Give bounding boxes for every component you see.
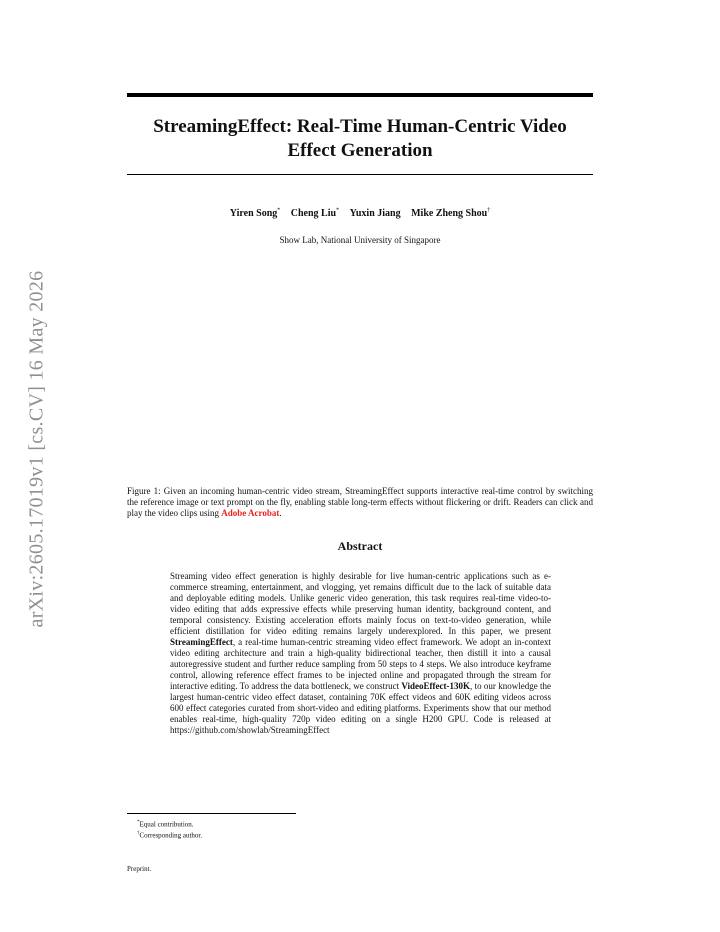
author-list (127, 208, 593, 219)
author: Yiren Song* (229, 208, 281, 220)
footnote-rule (127, 813, 296, 814)
top-rule (127, 93, 593, 97)
abstract-text: Streaming video effect generation is highly desirable for live human-centric applications such as e-commerce streaming, entertainment, and vlogging, yet remains difficult due to the lack of suitable data and deployable editing models. Unlike generic video generation, this task requires real-time video-to-video editing that adds expressive effects while preserving human identity, background content, and temporal consistency. Existing acceleration efforts mainly focus on text-to-video generation, while efficient distillation for video editing remains largely underexplored. In this paper, we present StreamingEffect, a real-time human-centric streaming video effect framework. We adopt an in-context video editing architecture and train a high-quality bidirectional teacher, then distill it into a causal autoregressive student and further reduce sampling from 50 steps to 4 steps. We also introduce keyframe control, allowing reference effect frames to be injected online and propagated through the stream for interactive editing. To address the data bottleneck, we construct VideoEffect-130K, to our knowledge the largest human-centric video effect dataset, containing 70K effect videos and 60K editing videos across 600 effect categories curated from short-video and editing platforms. Experiments show that our method enables real-time, high-quality 720p video editing on a single H200 GPU. Code is released at https://github.com/showlab/StreamingEffect (170, 571, 551, 735)
author: Cheng Liu* (290, 208, 340, 220)
footnote-corresponding: †Corresponding author. (137, 831, 203, 840)
adobe-acrobat-link[interactable]: Adobe Acrobat (221, 508, 280, 518)
figure-caption: Figure 1: Given an incoming human-centric video stream, StreamingEffect supports interactive real-time control by switching the reference image or text prompt on the fly, enabling stable long-term effects without flickering or drift. Readers can click and play the video clips using Adobe Acrobat. (127, 486, 593, 518)
author: Yuxin Jiang (349, 208, 401, 220)
title-rule (127, 174, 593, 175)
figure-1-video-area[interactable] (127, 262, 593, 480)
abstract-heading: Abstract (337, 539, 383, 553)
affiliation: Show Lab, National University of Singapore (279, 235, 441, 245)
footnote-equal: *Equal contribution. (137, 820, 194, 829)
preprint-label: Preprint. (127, 865, 152, 873)
author: Mike Zheng Shou† (411, 208, 491, 220)
arxiv-stamp: arXiv:2605.17019v1 [cs.CV] 16 May 2026 (25, 270, 48, 628)
paper-title: StreamingEffect: Real-Time Human-Centric Video Effect Generation (153, 116, 567, 161)
footnotes (137, 818, 202, 841)
